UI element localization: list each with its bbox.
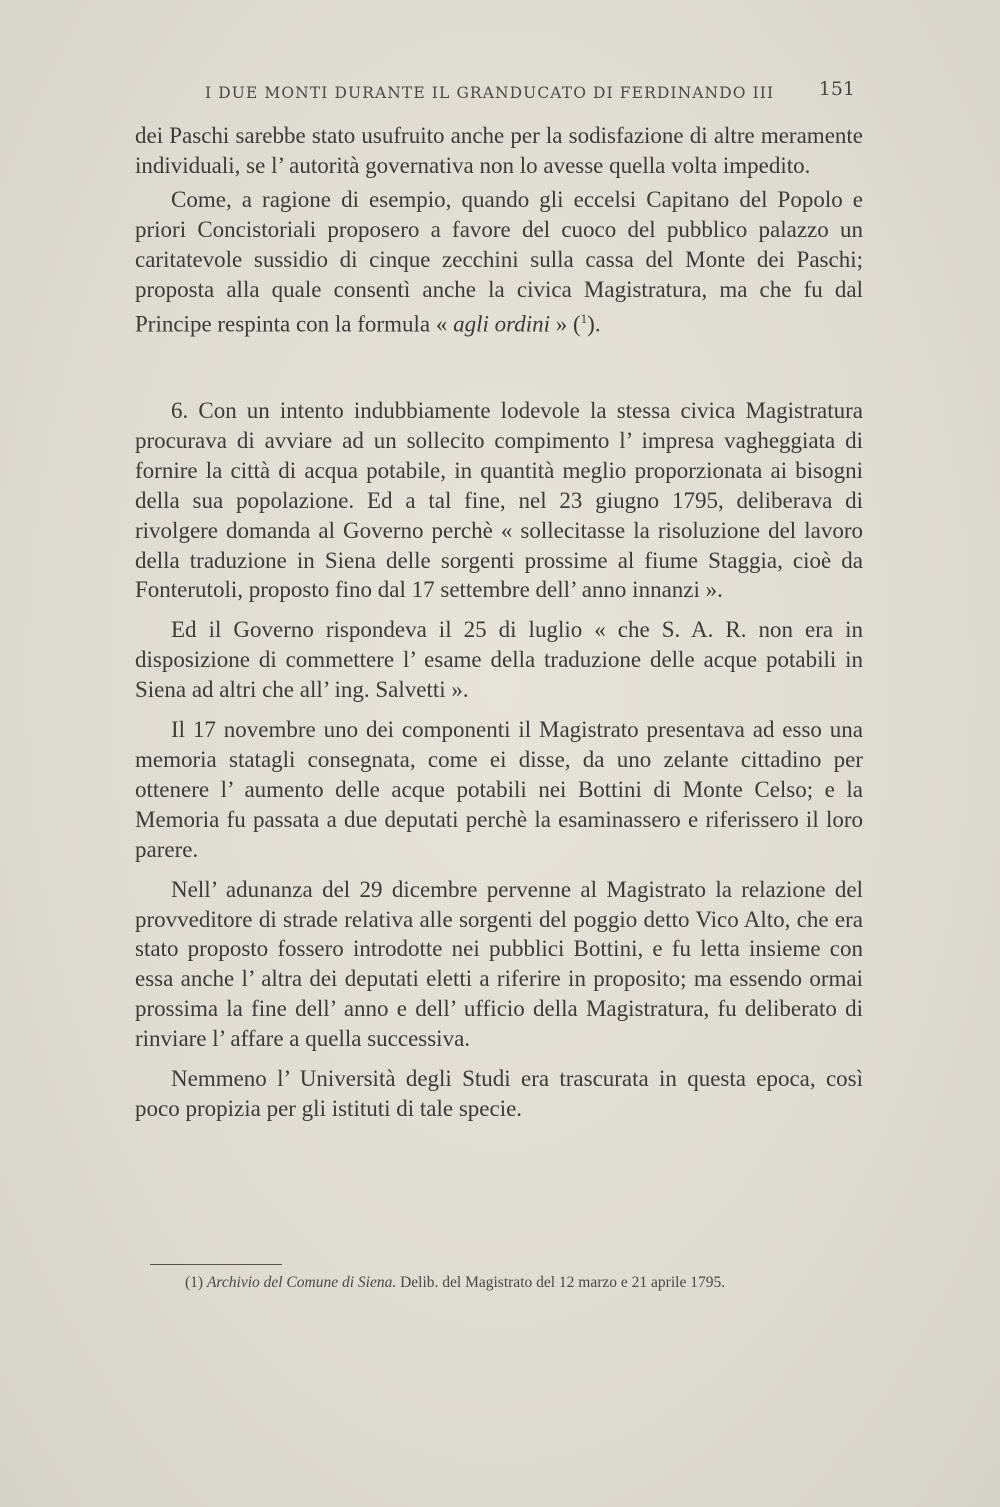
footnote-reference: 1 (580, 311, 588, 327)
footnote (185, 1274, 865, 1292)
footnote-source: Archivio del Comune di Siena. (206, 1274, 397, 1291)
quote-close: » ( (555, 312, 581, 338)
paragraph-2-text: Come, a ragione di esempio, quando gli eccelsi Capitano del Popolo e priori Concistoriali proposero a favore del cuoco del pubblico palazzo un caritatevole sussidio di cinque zecchini sulla cassa del Monte dei Paschi; proposta alla quale consentì anche la civica Magistratura, ma che fu dal Principe respinta con la formula « (135, 186, 863, 338)
footnote-mark: (1) (185, 1274, 204, 1291)
paragraph-1: dei Paschi sarebbe stato usufruito anche per la sodisfazione di altre meramente individuali, se l’ autorità governativa non lo avesse quella volta impedito. (135, 123, 863, 178)
quoted-formula: agli ordini (453, 312, 550, 338)
paragraph-7: Nemmeno l’ Università degli Studi era trascurata in questa epoca, così poco propizia per gli istituti di tale specie. (135, 1066, 863, 1121)
paragraph-2 (135, 185, 863, 340)
body-text (135, 121, 863, 1124)
page-number: 151 (818, 78, 855, 100)
paragraph-3: 6. Con un intento indubbiamente lodevole la stessa civica Magistratura procurava di avviare ad un sollecito compimento l’ impresa vagheggiata di fornire la città di acqua potabile, in quantità meglio proporzionata ai bisogni della sua popolazione. Ed a tal fine, nel 23 giugno 1795, deliberava di rivolgere domanda al Governo perchè « sollecitasse la risoluzione del lavoro della traduzione in Siena delle sorgenti prossime al fiume Staggia, cioè da Fonterutoli, proposto fino dal 17 settembre dell’ anno innanzi ». (135, 398, 863, 603)
paragraph-5: Il 17 novembre uno dei componenti il Magistrato presentava ad esso una memoria statagli consegnata, come ei disse, da uno zelante cittadino per ottenere l’ aumento delle acque potabili nei Bottini di Monte Celso; e la Memoria fu passata a due deputati perchè la esaminassero e riferissero il loro parere. (135, 717, 863, 862)
footnote-text: Delib. del Magistrato del 12 marzo e 21 aprile 1795. (400, 1274, 726, 1291)
running-title: I DUE MONTI DURANTE IL GRANDUCATO DI FERDINANDO III (205, 84, 775, 102)
paragraph-2-end: ). (587, 312, 601, 338)
paragraph-4: Ed il Governo rispondeva il 25 di luglio « che S. A. R. non era in disposizione di commettere l’ esame della traduzione delle acque potabili in Siena ad altri che all’ ing. Salvetti ». (135, 617, 863, 703)
paragraph-6: Nell’ adunanza del 29 dicembre pervenne al Magistrato la relazione del provveditore di strade relativa alle sorgenti del poggio detto Vico Alto, che era stato proposto fossero introdotte nei pubblici Bottini, e fu letta insieme con essa anche l’ altra dei deputati eletti a riferire in proposito; ma essendo ormai prossima la fine dell’ anno e dell’ ufficio della Magistratura, fu deliberato di rinviare l’ affare a quella successiva. (135, 876, 863, 1052)
footnote-divider (150, 1264, 282, 1265)
